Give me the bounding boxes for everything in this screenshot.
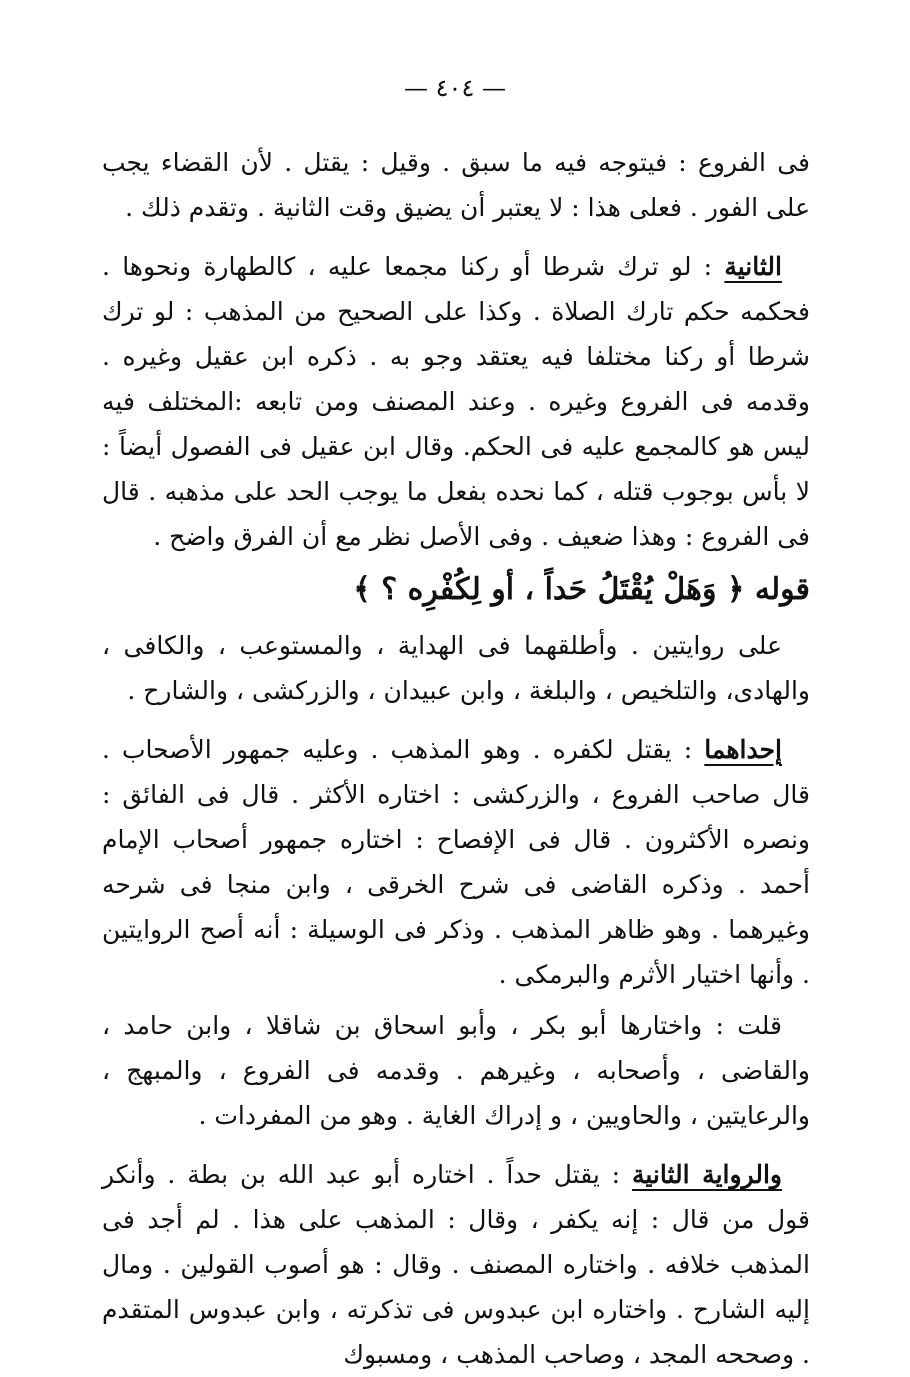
paragraph-lead-word: والرواية الثانية bbox=[631, 1160, 782, 1189]
paragraph-text: فى الفروع : فيتوجه فيه ما سبق . وقيل : يقتل . لأن القضاء يجب على الفور . فعلى هذا : لا يعتبر أن يضيق وقت الثانية . وتقدم ذلك . bbox=[102, 148, 810, 222]
paragraph-lead-word: إحداهما bbox=[704, 735, 783, 764]
heading-quoted-text: ﴿ وَهَلْ يُقْتَلُ حَداً ، أو لِكُفْرِه ؟ ﴾ bbox=[353, 572, 745, 607]
paragraph-text: : يقتل حداً . اختاره أبو عبد الله بن بطة . وأنكر قول من قال : إنه يكفر ، وقال : المذهب على هذا . لم أجد فى المذهب خلافه . واختاره المصنف . وقال : هو أصوب القولين . ومال إليه الشارح . واختاره ابن عبدوس فى تذكرته ، وابن عبدوس المتقدم . وصححه المجد ، وصاحب المذهب ، ومسبوك bbox=[102, 1160, 810, 1369]
paragraph-lead-word: الثانية bbox=[724, 252, 782, 281]
paragraph-text: قلت : واختارها أبو بكر ، وأبو اسحاق بن شاقلا ، وابن حامد ، والقاضى ، وأصحابه ، وغيرهم . وقدمه فى الفروع ، والمبهج ، والرعايتين ، والحاويين ، و إدراك الغاية . وهو من المفردات . bbox=[102, 1011, 810, 1130]
heading-lead-word: قوله bbox=[754, 572, 810, 607]
page-body bbox=[102, 140, 810, 1377]
paragraph-second-issue bbox=[102, 244, 810, 559]
paragraph-author-remark bbox=[102, 1003, 810, 1138]
page-number: — ٤٠٤ — bbox=[404, 74, 506, 102]
paragraph-first-narration bbox=[102, 727, 810, 997]
section-heading bbox=[102, 563, 810, 617]
paragraph-continuation bbox=[102, 140, 810, 230]
paragraph-text: : يقتل لكفره . وهو المذهب . وعليه جمهور الأصحاب . قال صاحب الفروع ، والزركشى : اختاره الأكثر . قال فى الفائق : ونصره الأكثرون . قال فى الإفصاح : اختاره جمهور أصحاب الإمام أحمد . وذكره القاضى فى شرح الخرقى ، وابن منجا فى شرحه وغيرهما . وهو ظاهر المذهب . وذكر فى الوسيلة : أنه أصح الروايتين . وأنها اختيار الأثرم والبرمكى . bbox=[102, 735, 810, 989]
paragraph-two-narrations bbox=[102, 623, 810, 713]
paragraph-second-narration bbox=[102, 1152, 810, 1377]
paragraph-text: على روايتين . وأطلقهما فى الهداية ، والمستوعب ، والكافى ، والهادى، والتلخيص ، والبلغة ، وابن عبيدان ، والزركشى ، والشارح . bbox=[102, 631, 810, 705]
paragraph-text: : لو ترك شرطا أو ركنا مجمعا عليه ، كالطهارة ونحوها . فحكمه حكم تارك الصلاة . وكذا على الصحيح من المذهب : لو ترك شرطا أو ركنا مختلفا فيه يعتقد وجو به . ذكره ابن عقيل وغيره . وقدمه فى الفروع وغيره . وعند المصنف ومن تابعه :المختلف فيه ليس هو كالمجمع عليه فى الحكم. وقال ابن عقيل فى الفصول أيضاً : لا بأس بوجوب قتله ، كما نحده بفعل ما يوجب الحد على مذهبه . قال فى الفروع : وهذا ضعيف . وفى الأصل نظر مع أن الفرق واضح . bbox=[102, 252, 810, 551]
